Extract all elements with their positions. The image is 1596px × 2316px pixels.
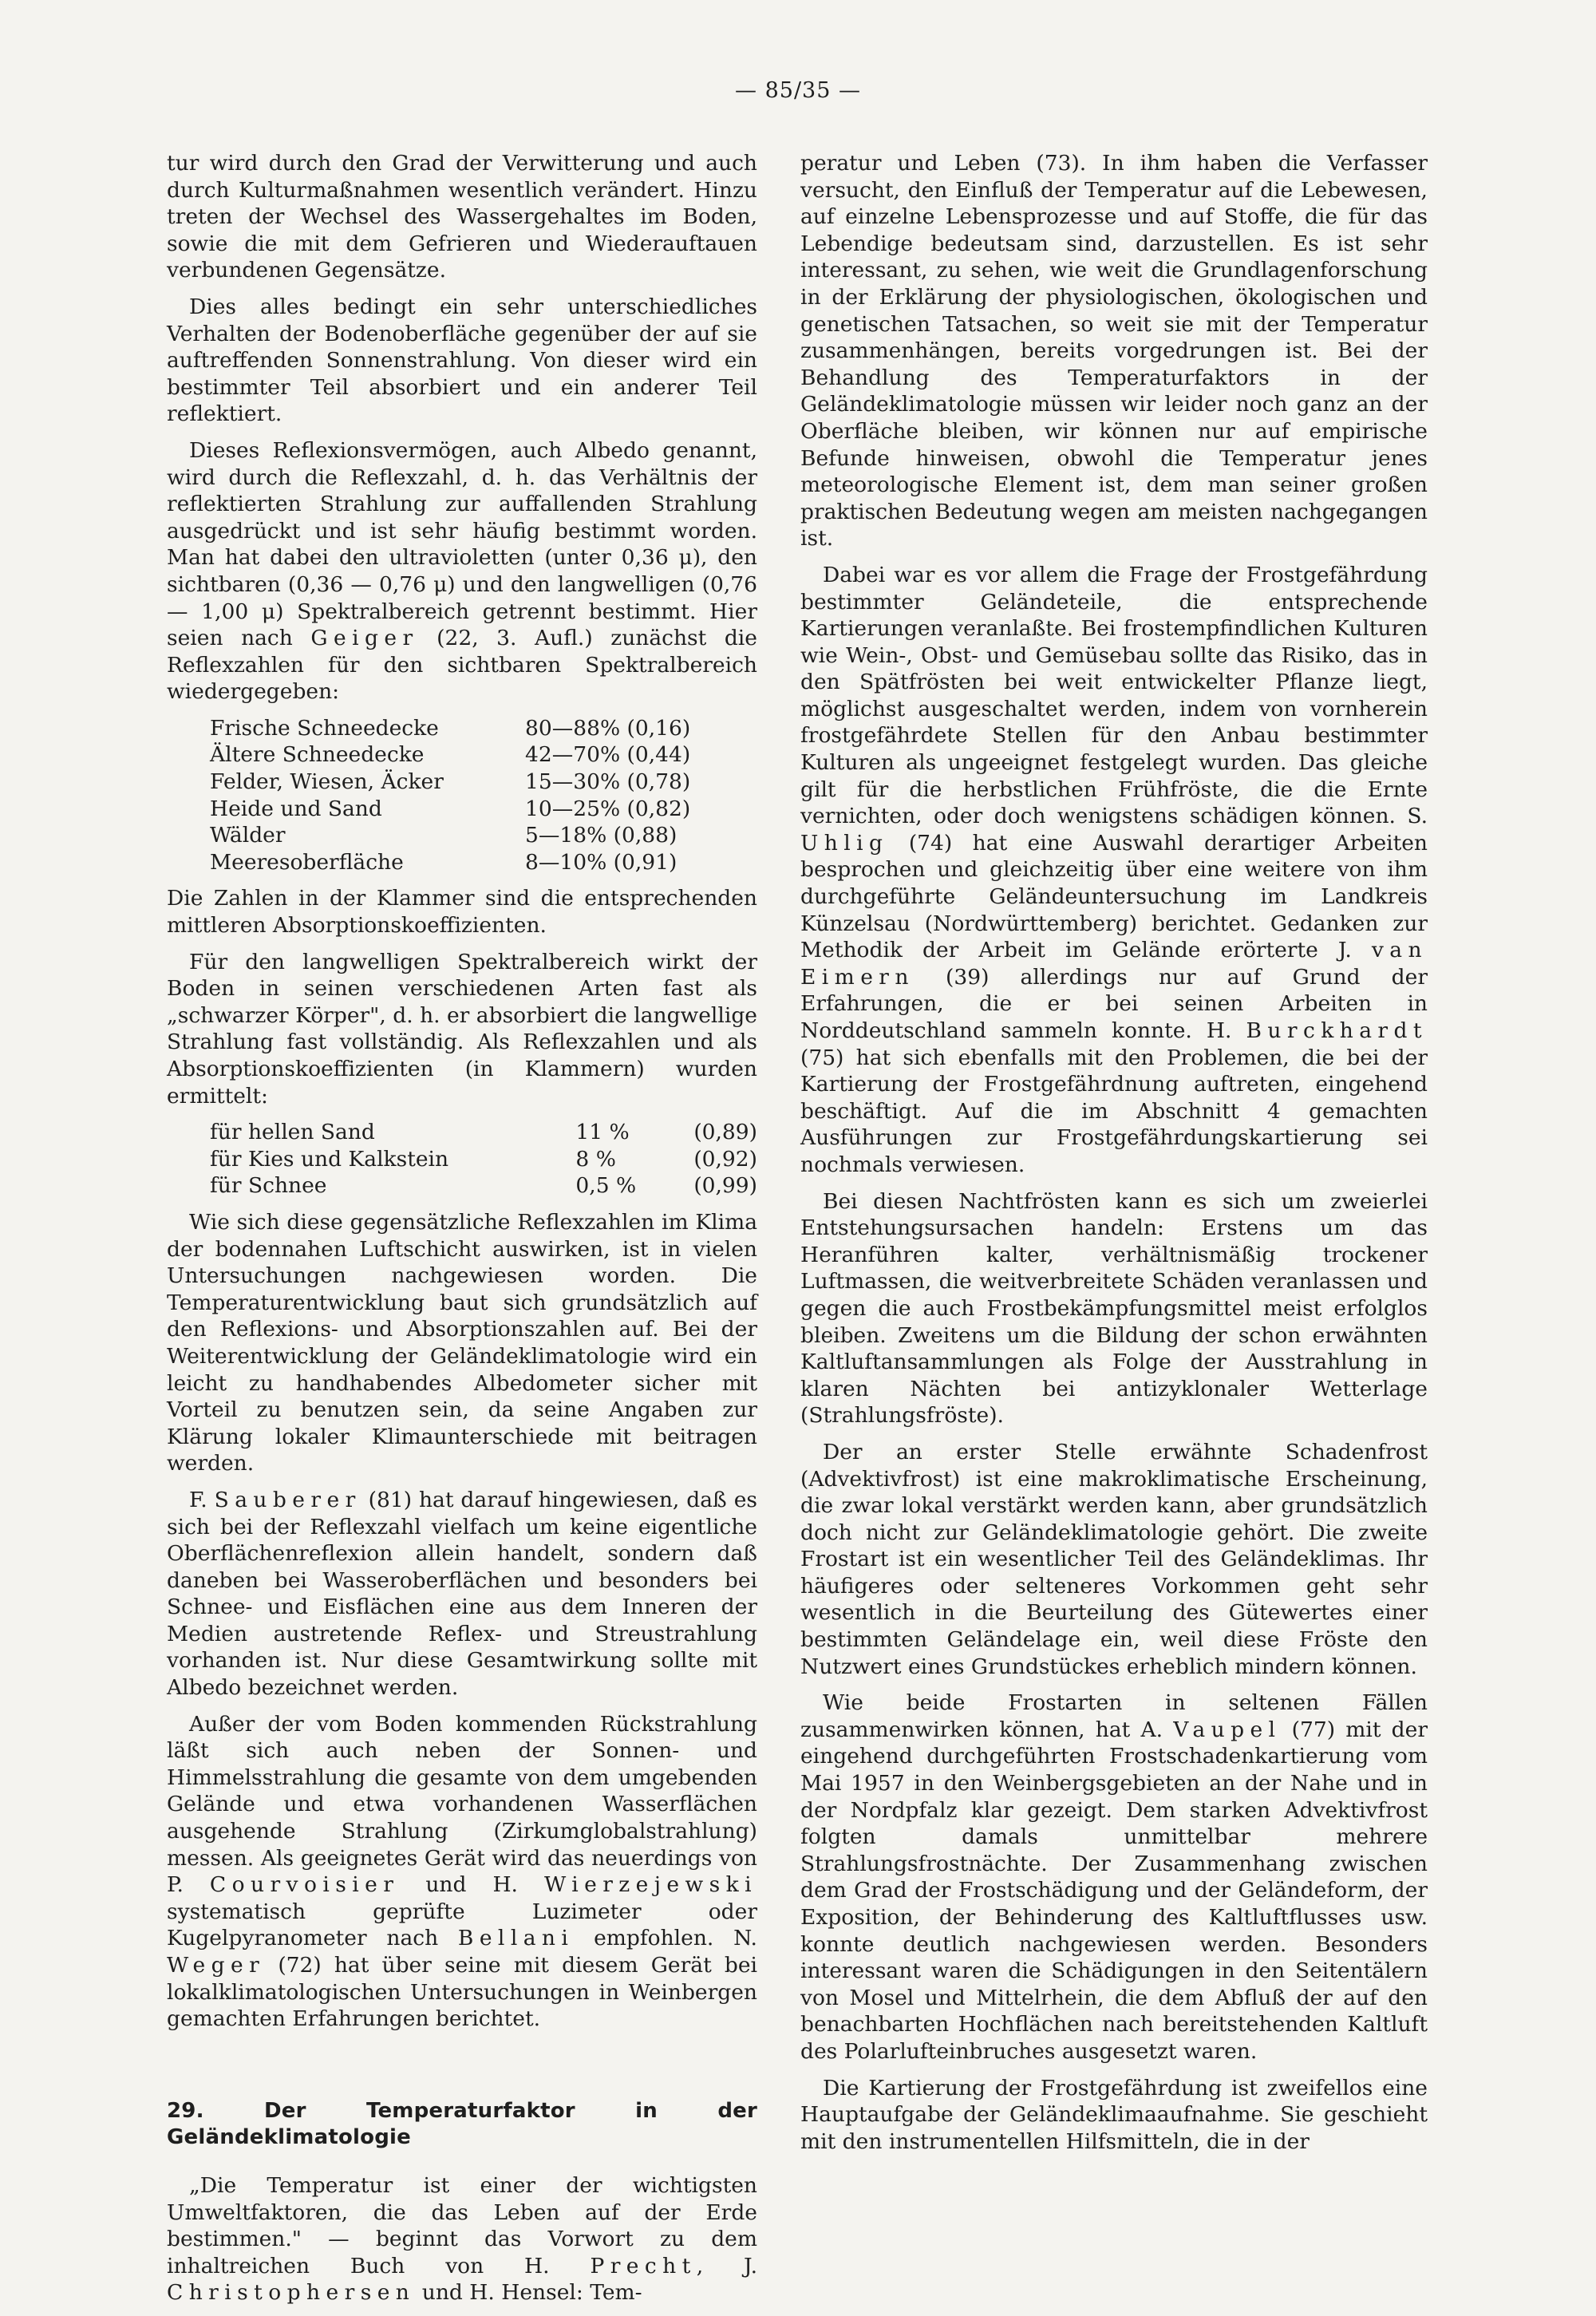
section-heading: 29. Der Temperaturfaktor in der Geländeklimatologie [167,2098,757,2150]
table-row: Frische Schneedecke 80—88% (0,16) [210,715,691,741]
paragraph: Wie sich diese gegensätzliche Reflexzahlen im Klima der bodennahen Luftschicht auswirken, ist in vielen Untersuchungen nachgewiesen worden. Die Temperaturentwicklung baut sich grundsätzlich auf den Reflexions- und Absorptionszahlen auf. Bei der Weiterentwicklung der Geländeklimatologie wird ein leicht zu handhabendes Albedometer sicher mit Vorteil zu benutzen sein, da seine Angaben zur Klärung lokaler Klimaunterschiede mit beitragen werden. [167,1209,757,1476]
paragraph: Außer der vom Boden kommenden Rückstrahlung läßt sich auch neben der Sonnen- und Himmelsstrahlung die gesamte von dem umgebenden Gelände und etwa vorhandenen Wasserflächen ausgehende Strahlung (Zirkumglobalstrahlung) messen. Als geeignetes Gerät wird das neuerdings von P. Courvoisier und H. Wierzejewski systematisch geprüfte Luzimeter oder Kugelpyranometer nach Bellani empfohlen. N. Weger (72) hat über seine mit diesem Gerät bei lokalklimatologischen Untersuchungen in Weinbergen gemachten Erfahrungen berichtet. [167,1711,757,2032]
paragraph: Bei diesen Nachtfrösten kann es sich um zweierlei Entstehungsursachen handeln: Erstens um das Heranführen kalter, verhältnismäßig trockener Luftmassen, die weitverbreitete Schäden veranlassen und gegen die auch Frostbekämpfungsmittel meist erfolglos bleiben. Zweitens um die Bildung der schon erwähnten Kaltluftansammlungen als Folge der Ausstrahlung in klaren Nächten bei antizyklonaler Wetterlage (Strahlungsfröste). [800,1188,1428,1429]
paragraph: „Die Temperatur ist einer der wichtigsten Umweltfaktoren, die das Leben auf der Erde bestimmen." — beginnt das Vorwort zu dem inhaltreichen Buch von H. Precht, J. Christophersen und H. Hensel: Tem- [167,2172,757,2306]
table-row: Felder, Wiesen, Äcker 15—30% (0,78) [210,769,691,795]
author-name: Vaupel [1173,1717,1282,1742]
author-name: Wierzejewski [544,1872,757,1898]
paragraph: peratur und Leben (73). In ihm haben die Verfasser versucht, den Einfluß der Temperatur auf die Lebewesen, auf einzelne Lebensprozesse und auf Stoffe, die für das Lebendige bedeutsam sind, darzustellen. Es ist sehr interessant, zu sehen, wie weit die Grundlagenforschung in der Erklärung der physiologischen, ökologischen und genetischen Tatsachen, so weit sie mit der Temperatur zusammenhängen, bereits vorgedrungen ist. Bei der Behandlung des Temperaturfaktors in der Geländeklimatologie müssen wir leider noch ganz an der Oberfläche bleiben, wir können nur auf empirische Befunde hinweisen, obwohl die Temperatur jenes meteorologische Element ist, dem man seiner großen praktischen Bedeutung wegen am meisten nachgegangen ist. [800,151,1428,551]
paragraph: Dies alles bedingt ein sehr unterschiedliches Verhalten der Bodenoberfläche gegenüber der auf sie auftreffenden Sonnenstrahlung. Von dieser wird ein bestimmter Teil absorbiert und ein anderer Teil reflektiert. [167,294,757,427]
table-row: Ältere Schneedecke 42—70% (0,44) [210,742,691,768]
author-name: Sauberer [214,1487,361,1512]
paragraph: Für den langwelligen Spektralbereich wirkt der Boden in seinen verschiedenen Arten fast als „schwarzer Körper", d. h. er absorbiert die langwellige Strahlung fast vollständig. Als Reflexzahlen und als Absorptionskoeffizienten (in Klammern) wurden ermittelt: [167,949,757,1109]
paragraph: Die Kartierung der Frostgefährdung ist zweifellos eine Hauptaufgabe der Geländeklimaaufnahme. Sie geschieht mit den instrumentellen Hilfsmitteln, die in der [800,2075,1428,2154]
author-name: Courvoisier [209,1872,400,1898]
paragraph: Dieses Reflexionsvermögen, auch Albedo genannt, wird durch die Reflexzahl, d. h. das Verhältnis der reflektierten Strahlung zur auffallenden Strahlung ausgedrückt und ist sehr häufig bestimmt worden. Man hat dabei den ultravioletten (unter 0,36 μ), den sichtbaren (0,36 — 0,76 μ) und den langwelligen (0,76 — 1,00 μ) Spektralbereich getrennt bestimmt. Hier seien nach Geiger (22, 3. Aufl.) zunächst die Reflexzahlen für den sichtbaren Spektralbereich wiedergegeben: [167,437,757,705]
author-name: Burckhardt [1246,1018,1428,1043]
author-name: Geiger [310,626,419,651]
reflectance-table-longwave [210,1119,757,1199]
author-name: Uhlig [800,830,889,856]
reflectance-table-visible [210,715,690,876]
right-column [800,150,1428,2164]
author-name: Precht [590,2253,697,2278]
table-row: für Kies und Kalkstein 8 % (0,92) [210,1146,757,1172]
author-name: Weger [167,1953,266,1978]
table-row: Wälder 5—18% (0,88) [210,823,678,848]
page-header: — 85/35 — [735,78,861,103]
paragraph: Dabei war es vor allem die Frage der Frostgefährdung bestimmter Geländeteile, die entsprechende Kartierungen veranlaßte. Bei frostempfindlichen Kulturen wie Wein-, Obst- und Gemüsebau sollte das Risiko, das in den Spätfrösten bei weit entwickelter Pflanze liegt, möglichst ausgeschaltet werden, indem von vornherein frostgefährdete Stellen für den Anbau bestimmter Kulturen als ungeeignet festgelegt wurden. Das gleiche gilt für die herbstlichen Frühfröste, die die Ernte vernichten, oder doch wenigstens schädigen können. S. Uhlig (74) hat eine Auswahl derartiger Arbeiten besprochen und gleichzeitig über eine weitere von ihm durchgeführte Geländeuntersuchung im Landkreis Künzelsau (Nordwürttemberg) berichtet. Gedanken zur Methodik der Arbeit im Gelände erörterte J. van Eimern (39) allerdings nur auf Grund der Erfahrungen, die er bei seinen Arbeiten in Norddeutschland sammeln konnte. H. Burckhardt (75) hat sich ebenfalls mit den Problemen, die bei der Kartierung der Frostgefährdnung auftreten, eingehend beschäftigt. Auf die im Abschnitt 4 gemachten Ausführungen zur Frostgefährdungskartierung sei nochmals verwiesen. [800,562,1428,1177]
table-row: für hellen Sand 11 % (0,89) [210,1120,757,1145]
paragraph: F. Sauberer (81) hat darauf hingewiesen, daß es sich bei der Reflexzahl vielfach um keine eigentliche Oberflächenreflexion allein handelt, sondern daß daneben bei Wasseroberflächen und besonders bei Schnee- und Eisflächen eine aus dem Inneren der Medien austretende Reflex- und Streustrahlung vorhanden ist. Nur diese Gesamtwirkung sollte mit Albedo bezeichnet werden. [167,1487,757,1701]
paragraph: tur wird durch den Grad der Verwitterung und auch durch Kulturmaßnahmen wesentlich verändert. Hinzu treten der Wechsel des Wassergehaltes im Boden, sowie die mit dem Gefrieren und Wiederauftauen verbundenen Gegensätze. [167,151,757,283]
author-name: Christophersen [167,2280,416,2306]
paragraph: Der an erster Stelle erwähnte Schadenfrost (Advektivfrost) ist eine makroklimatische Erscheinung, die zwar lokal verstärkt werden kann, aber grundsätzlich doch nicht zur Geländeklimatologie gehört. Die zweite Frostart ist ein wesentlicher Teil des Geländeklimas. Ihr häufigeres oder selteneres Vorkommen geht sehr wesentlich in die Beurteilung des Gütewertes einer bestimmten Geländelage ein, weil diese Fröste den Nutzwert eines Grundstückes erheblich mindern können. [800,1439,1428,1679]
table-row: für Schnee 0,5 % (0,99) [210,1173,757,1199]
table-row: Meeresoberfläche 8—10% (0,91) [210,849,678,875]
left-column [167,150,757,2316]
paragraph: Die Zahlen in der Klammer sind die entsprechenden mittleren Absorptionskoeffizienten. [167,886,757,939]
table-row: Heide und Sand 10—25% (0,82) [210,796,691,821]
author-name: van Eimern [800,938,1428,990]
author-name: Bellani [457,1926,575,1951]
paragraph: Wie beide Frostarten in seltenen Fällen zusammenwirken können, hat A. Vaupel (77) mit der eingehend durchgeführten Frostschadenkartierung vom Mai 1957 in den Weinbergsgebieten an der Nahe und in der Nordpfalz klar gezeigt. Dem starken Advektivfrost folgten damals unmittelbar mehrere Strahlungsfrostnächte. Der Zusammenhang zwischen dem Grad der Frostschädigung und der Geländeform, der Exposition, der Behinderung des Kaltluftflusses usw. konnte deutlich nachgewiesen werden. Besonders interessant waren die Schädigungen in den Seitentälern von Mosel und Mittelrhein, die dem Abfluß der auf den benachbarten Hochflächen nach bereitstehenden Kaltluft des Polarlufteinbruches ausgesetzt waren. [800,1690,1428,2064]
